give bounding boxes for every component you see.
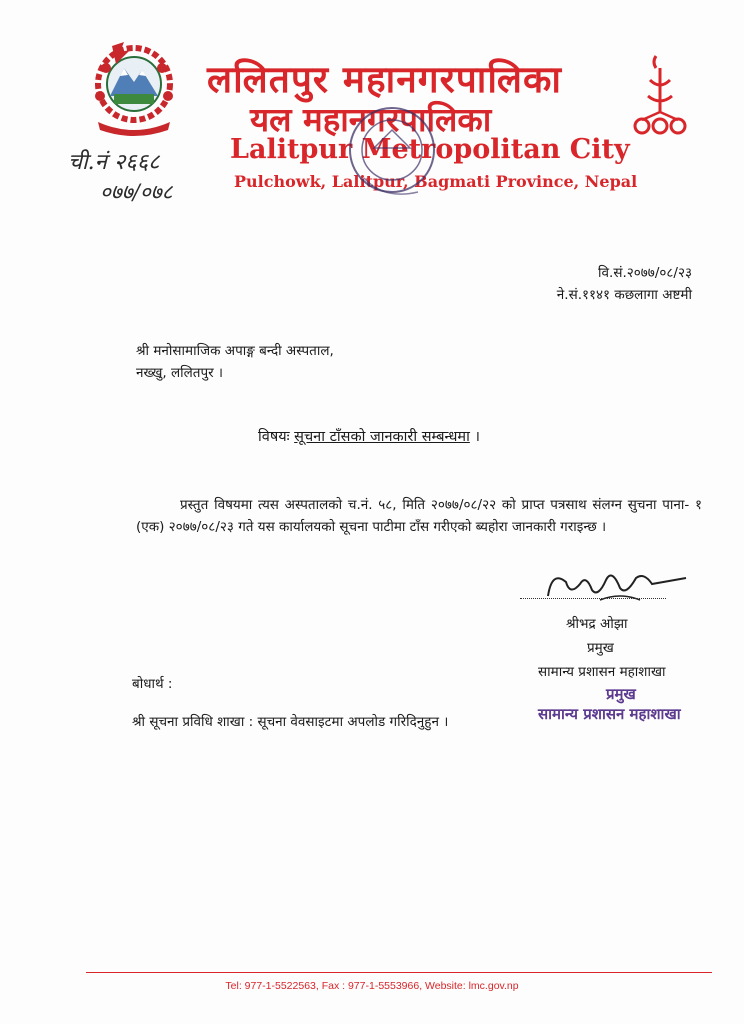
date-nepal-sambat: ने.सं.११४१ कछलागा अष्टमी (556, 287, 692, 303)
footer-divider (86, 972, 712, 973)
handwritten-fiscal-year: ०७७/०७८ (100, 180, 173, 204)
signatory-title: प्रमुख (587, 640, 614, 656)
stamp-title: प्रमुख (606, 685, 636, 703)
signatory-name: श्रीभद्र ओझा (566, 616, 628, 632)
addressee-line-2: नख्खु, ललितपुर । (136, 365, 224, 381)
date-bikram-sambat: वि.सं.२०७७/०८/२३ (598, 265, 692, 281)
handwritten-ref-number: ची.नं २६६८ (68, 150, 160, 175)
header-title-newari: यल महानगरपालिका (250, 100, 492, 139)
subject-end: । (474, 429, 480, 445)
footer-contact: Tel: 977-1-5522563, Fax : 977-1-5553966, Website: lmc.gov.np (225, 980, 519, 992)
cc-recipient: श्री सूचना प्रविधि शाखा : सूचना वेवसाइटमा अपलोड गरिदिनुहुन । (132, 714, 449, 730)
subject-label: विषयः (258, 429, 290, 445)
header-title-english: Lalitpur Metropolitan City (230, 134, 630, 165)
body-paragraph-text: प्रस्तुत विषयमा त्यस अस्पतालको च.नं. ५८, मिति २०७७/०८/२२ को प्राप्त पत्रसाथ संलग्न सुचना पाना- १ (एक) २०७७/०८/२३ गते यस कार्यालयको सूचना पाटीमा टाँस गरीएको ब्यहोरा जानकारी गराइन्छ । (136, 497, 702, 535)
signatory-department: सामान्य प्रशासन महाशाखा (538, 664, 666, 680)
office-round-stamp-icon (334, 100, 442, 218)
subject-text: सूचना टाँसको जानकारी सम्बन्धमा (294, 429, 470, 445)
nepal-emblem-icon (84, 38, 184, 136)
addressee-line-1: श्री मनोसामाजिक अपाङ्ग बन्दी अस्पताल, (136, 343, 334, 359)
header-title-nepali: ललितपुर महानगरपालिका (207, 58, 562, 101)
subject-line (258, 426, 480, 446)
cc-label: बोधार्थ : (132, 676, 173, 692)
city-logo-icon (630, 50, 690, 140)
signature-dotted-line (520, 598, 666, 599)
body-paragraph (136, 494, 702, 538)
stamp-department: सामान्य प्रशासन महाशाखा (538, 705, 681, 723)
header-address: Pulchowk, Lalitpur, Bagmati Province, Nepal (234, 172, 638, 191)
